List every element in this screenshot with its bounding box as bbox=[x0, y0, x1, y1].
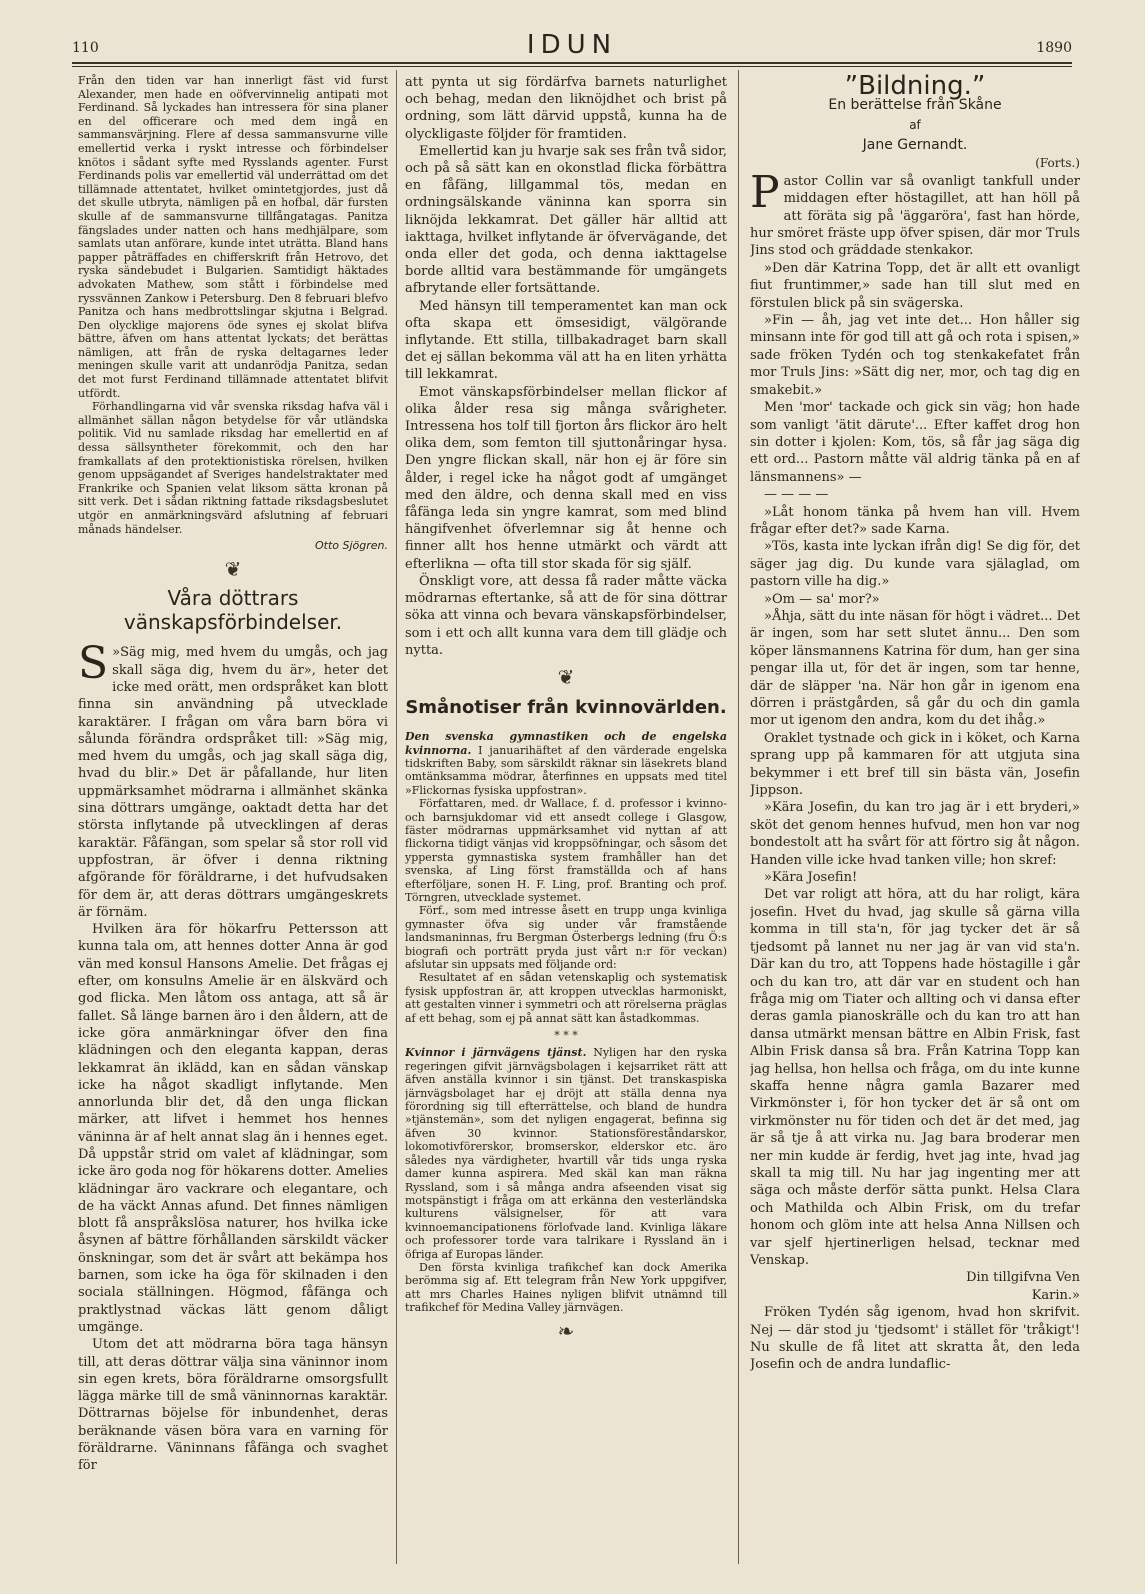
paragraph: Från den tiden var han innerligt fäst vid furst Alexander, men hade en oöfvervinnelig antipati mot Ferdinand. Så lyckades han intressera för sina planer en del officerare och med dem ingå en sammansvärjning. Flere af dessa sammansvurne ville emellertid verka i ryskt intresse och förbindelser knötos i sådant syfte med Rysslands agenter. Furst Ferdinands polis var emellertid väl underrättad om det tillämnade attentatet, hvilket omintetgjordes, just då det skulle utbryta, nämligen på en hofbal, där fursten skulle af de sammansvurne tillfångatagas. Panitza fängslades under natten och hans medhjälpare, som samlats utan anförare, kunde intet uträtta. Bland hans papper påträffades en chifferskrift från Hetrovo, det ryska sändebudet i Bulgarien. Samtidigt häktades advokaten Mathew, som stått i förbindelse med ryssvännen Zankow i Petersburg. Den 8 februari blefvo Panitza och hans medbrottslingar skjutna i Belgrad. Den olycklige majorens öde synes ej skolat blifva bättre, äfven om hans attentat lyckats; det berättas nämligen, att från de ryska deltagarnes leder meningen skulle varit att undanrödja Panitza, sedan det mot furst Ferdinand tillämnade attentatet blifvit utfördt. bbox=[78, 74, 388, 400]
column-3 bbox=[750, 74, 1080, 1374]
column-1 bbox=[78, 74, 388, 1475]
header-rule bbox=[72, 62, 1072, 64]
section-title: Smånotiser från kvinnovärlden. bbox=[405, 697, 727, 719]
paragraph: Emellertid kan ju hvarje sak ses från två sidor, och på så sätt kan en okonstlad flicka förbättra en fåfäng, lillgammal tös, medan en ordningsälskande väninna kan sporra sin liknöjda lekkamrat. Det gäller här alltid att iakttaga, hvilket inflytande är öfvervägande, det onda eller det goda, och denna iakttagelse borde alltid vara bestämmande för umgängets afbrytande eller fortsättande. bbox=[405, 143, 727, 297]
header-rule-thin bbox=[72, 66, 1072, 67]
letter-signature: Karin.» bbox=[1031, 1287, 1080, 1303]
paragraph: »Låt honom tänka på hvem han vill. Hvem frågar efter det?» sade Karna. bbox=[750, 504, 1080, 537]
page-number: 110 bbox=[72, 40, 99, 56]
paragraph: Förf., som med intresse åsett en trupp unga kvinliga gymnaster öfva sig under vår framstående landsmaninnas, fru Bergman Österbergs ledning (fru Ö:s biografi och porträtt pryda just vårt n:r för veckan) afslutar sin uppsats med följande ord: bbox=[405, 904, 727, 972]
paragraph: astor Collin var så ovanligt tankfull under middagen efter höstagillet, att han höll på att föräta sig på 'äggaröra', fast han hörde, hur smöret fräste upp öfver spisen, där mor Truls Jins stod och gräddade stenkakor. bbox=[750, 173, 1080, 259]
separator-stars: * * * bbox=[554, 1029, 578, 1043]
notice-title: Den svenska gymnastiken och de engelska kvinnorna. bbox=[405, 730, 727, 757]
paragraph: »Tös, kasta inte lyckan ifrån dig! Se dig för, det säger jag dig. Du kunde vara själaglad, om pastorn ville ha dig.» bbox=[750, 539, 1080, 590]
paragraph: Fröken Tydén såg igenom, hvad hon skrifvit. Nej — där stod ju 'tjedsomt' i stället för 'tråkigt'! Nu skulle de få litet att skratta åt, den leda Josefin och de andra lundaflic- bbox=[750, 1305, 1080, 1373]
paragraph: Förhandlingarna vid vår svenska riksdag hafva väl i allmänhet sällan någon betydelse för vår utländska politik. Vid nu samlade riksdag har emellertid en af dessa sällsyntheter förekommit, och den har framkallats af den protektionistiska rörelsen, hvilken genom uppsägandet af Sveriges handelstraktater med Frankrike och Spanien velat liksom sätta kronan på sitt verk. Det i sådan riktning fattade riksdagsbeslutet utgör en anmärkningsvärd afslutning af februari månads händelser. bbox=[78, 400, 388, 536]
ornament-icon: ❦ bbox=[557, 664, 575, 689]
notice-title: Kvinnor i järnvägens tjänst. bbox=[405, 1046, 587, 1060]
paragraph: Emot vänskapsförbindelser mellan flickor af olika ålder resa sig många svårigheter. Intressena hos tolf till fjorton års flickor äro helt olika dem, som femton till sjuttonåringar hysa. Den yngre flickan skall, när hon ej är före sin ålder, i regel icke ha något godt af umgänget med den äldre, och denna skall med en viss fåfänga leda sin yngre kamrat, som med blind hängifvenhet öfverlemnar sig åt henne och finner allt hos henne utmärkt och värdt att efterlikna — ofta till stor skada för sig själf. bbox=[405, 384, 727, 572]
notice-gymnastics bbox=[405, 730, 727, 1343]
byline-af: af bbox=[909, 118, 921, 133]
paragraph: — — — — bbox=[764, 487, 829, 503]
year: 1890 bbox=[1036, 40, 1072, 56]
paragraph: »Om — sa' mor?» bbox=[764, 591, 880, 607]
column-2 bbox=[405, 74, 727, 1348]
paragraph: Önskligt vore, att dessa få rader måtte väcka mödrarnas eftertanke, så att de för sina döttrar söka att vinna och bevara vänskapsförbindelser, som i ett och allt kunna vara dem till glädje och nytta. bbox=[405, 573, 727, 658]
story-title: ”Bildning.” bbox=[844, 74, 986, 101]
paragraph: Författaren, med. dr Wallace, f. d. professor i kvinno- och barnsjukdomar vid ett ansedt college i Glasgow, fäster mödrarnas uppmärksamhet vid nyttan af att flickorna tidigt vänjas vid kroppsöfningar, och såsom det yppersta gymnastiska system framhåller han det svenska, af Ling först framställda och af hans efterföljare, sonen H. F. Ling, prof. Branting och prof. Törngren, utvecklade systemet. bbox=[405, 797, 727, 904]
author: Jane Gernandt. bbox=[862, 137, 968, 154]
paragraph: Oraklet tystnade och gick in i köket, och Karna sprang upp på kammaren för att utgjuta sina bekymmer i ett bref till sin bästa vän, Josefin Jippson. bbox=[750, 730, 1080, 799]
dropcap: P bbox=[750, 166, 780, 218]
continued-note: (Forts.) bbox=[1035, 156, 1080, 171]
dropcap: S bbox=[78, 638, 109, 690]
article-title: Våra döttrars vänskapsförbindelser. bbox=[123, 586, 343, 635]
ornament-icon: ❦ bbox=[224, 556, 242, 581]
paragraph: »Kära Josefin, du kan tro jag är i ett bryderi,» sköt det genom hennes hufvud, men hon var nog bondestolt att ha svårt för att förtro sig åt någon. Handen ville icke hvad tanken ville; hon skref: bbox=[750, 800, 1080, 868]
letter-closing: Din tillgifvna Ven bbox=[966, 1270, 1080, 1286]
paragraph: Nyligen har den ryska regeringen gifvit järnvägsbolagen i kejsarriket rätt att äfven anställa kvinnor i sin tjänst. Det transkaspiska järnvägsbolaget har ej dröjt att ställa denna nya förordning sig till efterrättelse, och bland de hundra »tjänstemän», som det nyligen engagerat, befinna sig äfven 30 kvinnor. Stationsföreståndarskor, lokomotivförerskor, bromserskor, elderskor etc. äro således nya värdigheter, hvartill vår tids unga ryska damer kunna aspirera. Med skäl kan man räkna Ryssland, som i så många andra afseenden visat sig motspänstigt i fråga om att erkänna den vesterländska kulturens välsignelser, för att vara kvinnoemancipationens förlofvade land. Kvinliga läkare och professorer torde vara talrikare i Ryssland än i öfriga af Europas länder. bbox=[405, 1046, 727, 1261]
paragraph: »Fin — åh, jag vet inte det... Hon håller sig minsann inte för god till att gå och rota i spisen,» sade fröken Tydén och tog stenkakefatet från mor Truls Jins: »Sätt dig ner, mor, och tag dig en smakebit.» bbox=[750, 313, 1080, 398]
paragraph: Men 'mor' tackade och gick sin väg; hon hade som vanligt 'ätit därute'... Efter kaffet drog hon sin dotter i kjolen: Kom, tös, så får jag säga dig ett ord... Pastorn måtte väl aldrig tänka på en af länsmannens» — bbox=[750, 400, 1080, 485]
paragraph: I januarihäftet af den värderade engelska tidskriften Baby, som särskildt räknar sin läsekrets bland omtänksamma mödrar, återfinnes en uppsats med titel »Flickornas fysiska uppfostran». bbox=[405, 743, 727, 797]
story-subtitle: En berättelse från Skåne bbox=[828, 97, 1002, 114]
paragraph: Utom det att mödrarna böra taga hänsyn till, att deras döttrar välja sina väninnor inom sin egen krets, böra föräldrarne omsorgsfullt lägga märke till de små väninnornas karaktär. Döttrarnas böjelse för inbundenhet, deras beräknande väsen böra vara en varning för föräldrarne. Väninnans fåfänga och svaghet för bbox=[78, 1337, 388, 1474]
paragraph: Den första kvinliga trafikchef kan dock Amerika berömma sig af. Ett telegram från New York uppgifver, att mrs Charles Haines nyligen blifvit utnämnd till trafikchef för Medina Valley järnvägen. bbox=[405, 1260, 727, 1315]
paragraph: Resultatet af en sådan vetenskaplig och systematisk fysisk uppfostran är, att kroppen utvecklas harmoniskt, att gestalten vinner i symmetri och att rörelserna präglas af ett behag, som ej på annat sätt kan åstadkommas. bbox=[405, 971, 727, 1025]
column-divider-2 bbox=[738, 70, 739, 1564]
paragraph: »Kära Josefin! bbox=[764, 870, 858, 886]
paragraph: »Säg mig, med hvem du umgås, och jag skall säga dig, hvem du är», heter det icke med orätt, men ordspråket kan blott finna sin användning på utvecklade karaktärer. I frågan om våra barn böra vi sålunda förändra ordspråket till: »Säg mig, med hvem du umgås, och jag skall säga dig, hvad du blir.» Det är påfallande, hur liten uppmärksamhet mödrarna i allmänhet skänka sina döttrars umgänge, oaktadt detta har det största inflytande på utvecklingen af deras karaktär. Fåfängan, som spelar så stor roll vid uppfostran, är öfver i denna riktning afgörande för föräldrarne, i det hufvudsaken för dem är, att deras döttrars umgängeskrets är förnäm. bbox=[78, 645, 388, 920]
column-divider-1 bbox=[396, 70, 397, 1564]
paragraph: »Den där Katrina Topp, det är allt ett ovanligt fiut fruntimmer,» sade han till slut med en förstulen blick på sin svägerska. bbox=[750, 260, 1080, 311]
ornament-bottom-icon: ❧ bbox=[557, 1318, 575, 1343]
paragraph: Det var roligt att höra, att du har roligt, kära josefin. Hvet du hvad, jag skulle så gärna villa komma in till sta'n, för jag tycker det är så tjedsomt på lannet nu ner jag är van vid sta'n. Där kan du tro, att Toppens hade höstagille i går och du kan tro, att där var en student och han fråga mig om Tiater och allting och vi dansa efter deras gamla pianoskrälle och du kan tro att han dansa utmärkt mensan bättre en Albin Frisk, fast Albin Frisk dansa så bra. Från Katrina Topp kan jag hellsa, hon hellsa och fråga, om du inte kunne skaffa henne några gamla Bazarer med Virkmönster i, för hon tycker det är så ont om virkmönster nu för tiden och det är det med, jag är så tje å att virka nu. Jag bara broderar men ner min kudde är ferdig, hvet jag inte, hvad jag skall ta mig till. Nu har jag ingenting mer att säga och måste derför sätta punkt. Helsa Clara och Mathilda och Albin Frisk, om du trefar honom och glöm inte att helsa Anna Nillsen och var sjelf hjertinerligen helsad, tecknar med Venskap. bbox=[750, 887, 1080, 1268]
paragraph: »Åhja, sätt du inte näsan för högt i vädret... Det är ingen, som har sett slutet ännu... Den som köper länsmannens Katrina för dum, han ger sina pengar illa ut, för det är ingen, som tar henne, där de släpper 'na. När hon går in igenom ena dörren i prästgården, så går du och din gamla mor ut igenom den andra, kom du det ihåg.» bbox=[750, 608, 1080, 729]
paragraph: att pynta ut sig fördärfva barnets naturlighet och behag, medan den liknöjdhet och brist på ordning, som lätt därvid uppstå, kunna ha de olyckligaste följder för framtiden. bbox=[405, 75, 727, 142]
masthead: IDUN bbox=[526, 30, 618, 60]
signature: Otto Sjögren. bbox=[314, 539, 388, 553]
paragraph: Med hänsyn till temperamentet kan man ock ofta skapa ett ömsesidigt, välgörande inflytande. Ett stilla, tillbakadraget barn skall det ej sällan bekomma väl att ha en liten yrhätta till lekkamrat. bbox=[405, 298, 727, 383]
paragraph: Hvilken ära för hökarfru Pettersson att kunna tala om, att hennes dotter Anna är god vän med konsul Hansons Amelie. Det frågas ej efter, om konsulns Amelie är en älskvärd och god flicka. Men låtom oss antaga, att så är fallet. Så länge barnen äro i den åldern, att de icke göra anmärkningar öfver den fina klädningen och den eleganta kappan, deras lekkamrat än iklädd, kan en sådan vänskap icke ha något skadligt inflytande. Men annorlunda blir det, då den unga flickan märker, att lifvet i hemmet hos hennes väninna är af helt annat slag än i hennes eget. Då uppstår strid om valet af klädningar, som icke äro goda nog för hökarens dotter. Amelies klädningar äro vackrare och elegantare, och de ha väckt Annas afund. Det finnes nämligen blott få anspråkslösa naturer, hos hvilka icke åsynen af bättre förhållanden särskildt väcker önskningar, som det är svårt att bekämpa hos barnen, som icke ha öga för skilnaden i den sociala ställningen. Högmod, fåfänga och praktlystnad väckas lätt genom dåligt umgänge. bbox=[78, 922, 388, 1335]
